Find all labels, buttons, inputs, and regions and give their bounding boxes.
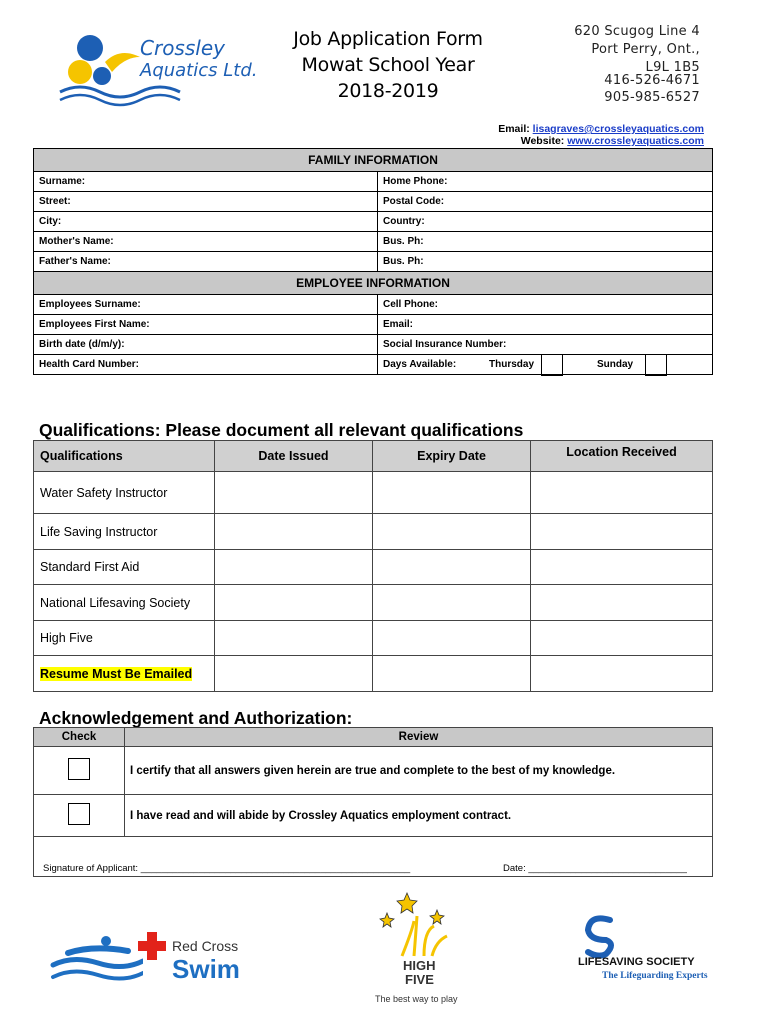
table-row xyxy=(34,585,713,621)
table-row xyxy=(34,172,713,192)
check-cell xyxy=(34,795,125,837)
qualification-cell xyxy=(34,656,215,692)
certify-checkbox[interactable] xyxy=(68,758,90,780)
red-cross-swim-logo xyxy=(48,928,258,988)
table-row xyxy=(34,232,713,252)
date-issued-cell[interactable] xyxy=(215,621,373,656)
date-issued-cell[interactable] xyxy=(215,472,373,514)
col-date-issued: Date Issued xyxy=(215,441,373,472)
mother-bus-phone-field[interactable]: Bus. Ph: xyxy=(378,232,713,252)
location-cell[interactable] xyxy=(531,656,713,692)
thursday-label: Thursday xyxy=(489,359,535,370)
swimmer-icon xyxy=(48,933,143,988)
table-row xyxy=(34,335,713,355)
lifesaving-society-name: LIFESAVING SOCIETY xyxy=(578,956,695,968)
family-info-header: FAMILY INFORMATION xyxy=(34,149,713,172)
high-five-tagline: The best way to play xyxy=(375,994,458,1004)
birth-date-field[interactable]: Birth date (d/m/y): xyxy=(34,335,378,355)
website-line xyxy=(521,135,704,147)
date-issued-cell[interactable] xyxy=(215,656,373,692)
form-title-line1: Job Application Form xyxy=(293,28,483,50)
expiry-date-cell[interactable] xyxy=(373,585,531,621)
table-row xyxy=(34,192,713,212)
table-header-row xyxy=(34,441,713,472)
lifesaving-society-icon xyxy=(582,914,618,962)
table-row xyxy=(34,315,713,335)
email-link[interactable]: lisagraves@crossleyaquatics.com xyxy=(532,123,704,135)
form-title-line3: 2018-2019 xyxy=(337,80,439,102)
table-row xyxy=(34,837,713,877)
fathers-name-field[interactable]: Father's Name: xyxy=(34,252,378,272)
crossley-logo xyxy=(50,22,258,112)
country-field[interactable]: Country: xyxy=(378,212,713,232)
acknowledgement-table xyxy=(33,727,713,877)
high-five-stars-icon xyxy=(377,888,457,958)
logo-text-line1: Crossley xyxy=(140,36,225,60)
red-cross-text: Red Cross xyxy=(172,938,239,954)
employee-info-header: EMPLOYEE INFORMATION xyxy=(34,272,713,295)
qualification-name: High Five xyxy=(34,621,215,656)
days-available-cell xyxy=(378,355,713,375)
expiry-date-cell[interactable] xyxy=(373,472,531,514)
table-row xyxy=(34,252,713,272)
home-phone-field[interactable]: Home Phone: xyxy=(378,172,713,192)
qualification-name: Standard First Aid xyxy=(34,550,215,585)
father-bus-phone-field[interactable]: Bus. Ph: xyxy=(378,252,713,272)
address-line1: 620 Scugog Line 4 xyxy=(574,24,700,39)
location-cell[interactable] xyxy=(531,550,713,585)
employees-surname-field[interactable]: Employees Surname: xyxy=(34,295,378,315)
email-label: Email: xyxy=(498,123,530,135)
lifesaving-society-logo xyxy=(572,914,722,989)
contract-checkbox[interactable] xyxy=(68,803,90,825)
logo-text-line2: Aquatics Ltd. xyxy=(140,60,258,81)
phone-line2: 905-985-6527 xyxy=(604,90,700,105)
table-row xyxy=(34,472,713,514)
location-cell[interactable] xyxy=(531,514,713,550)
expiry-date-cell[interactable] xyxy=(373,514,531,550)
qualifications-heading: Qualifications: Please document all relevant qualifications xyxy=(39,420,524,440)
table-row xyxy=(34,621,713,656)
website-link[interactable]: www.crossleyaquatics.com xyxy=(567,135,704,147)
postal-code-field[interactable]: Postal Code: xyxy=(378,192,713,212)
email-line xyxy=(498,123,704,135)
sin-field[interactable]: Social Insurance Number: xyxy=(378,335,713,355)
check-cell xyxy=(34,747,125,795)
street-field[interactable]: Street: xyxy=(34,192,378,212)
employees-first-name-field[interactable]: Employees First Name: xyxy=(34,315,378,335)
surname-field[interactable]: Surname: xyxy=(34,172,378,192)
lifesaving-tagline: The Lifeguarding Experts xyxy=(602,971,708,981)
employee-email-field[interactable]: Email: xyxy=(378,315,713,335)
qualification-name: Water Safety Instructor xyxy=(34,472,215,514)
high-text: HIGH xyxy=(403,958,436,973)
sunday-label: Sunday xyxy=(597,359,634,370)
contract-statement: I have read and will abide by Crossley Aquatics employment contract. xyxy=(125,795,713,837)
table-row xyxy=(34,795,713,837)
address-line2: Port Perry, Ont., xyxy=(591,42,700,57)
date-issued-cell[interactable] xyxy=(215,514,373,550)
expiry-date-cell[interactable] xyxy=(373,621,531,656)
expiry-date-cell[interactable] xyxy=(373,550,531,585)
table-row xyxy=(34,514,713,550)
table-header-row xyxy=(34,728,713,747)
location-cell[interactable] xyxy=(531,621,713,656)
health-card-field[interactable]: Health Card Number: xyxy=(34,355,378,375)
table-row xyxy=(34,550,713,585)
date-issued-cell[interactable] xyxy=(215,585,373,621)
col-expiry-date: Expiry Date xyxy=(373,441,531,472)
qualifications-table xyxy=(33,440,713,692)
table-row xyxy=(34,295,713,315)
resume-notice: Resume Must Be Emailed xyxy=(40,666,193,681)
thursday-checkbox[interactable] xyxy=(541,354,563,376)
five-text: FIVE xyxy=(405,972,434,987)
signature-line[interactable]: Signature of Applicant: ___________________________________________________ xyxy=(43,863,411,874)
sunday-checkbox[interactable] xyxy=(645,354,667,376)
col-check: Check xyxy=(34,728,125,747)
address-line3: L9L 1B5 xyxy=(645,60,700,75)
table-row xyxy=(34,747,713,795)
col-location-received: Location Received xyxy=(531,441,713,472)
col-qualifications: Qualifications xyxy=(34,441,215,472)
form-title-line2: Mowat School Year xyxy=(301,54,475,76)
qualification-name: National Lifesaving Society xyxy=(34,585,215,621)
high-five-logo xyxy=(365,888,475,1013)
mothers-name-field[interactable]: Mother's Name: xyxy=(34,232,378,252)
phone-line1: 416-526-4671 xyxy=(604,73,700,88)
certify-statement: I certify that all answers given herein are true and complete to the best of my knowledge. xyxy=(125,747,713,795)
days-available-label: Days Available: xyxy=(383,359,457,370)
expiry-date-cell[interactable] xyxy=(373,656,531,692)
qualification-name: Life Saving Instructor xyxy=(34,514,215,550)
cell-phone-field[interactable]: Cell Phone: xyxy=(378,295,713,315)
website-label: Website: xyxy=(520,135,565,147)
date-line[interactable]: Date: ______________________________ xyxy=(503,863,687,874)
acknowledgement-heading: Acknowledgement and Authorization: xyxy=(39,708,353,728)
date-issued-cell[interactable] xyxy=(215,550,373,585)
table-row xyxy=(34,656,713,692)
information-table xyxy=(33,148,713,375)
location-cell[interactable] xyxy=(531,472,713,514)
location-cell[interactable] xyxy=(531,585,713,621)
city-field[interactable]: City: xyxy=(34,212,378,232)
col-review: Review xyxy=(125,728,713,747)
signature-cell xyxy=(34,837,713,877)
red-cross-icon xyxy=(138,932,166,960)
swim-text: Swim xyxy=(172,954,240,984)
table-row xyxy=(34,355,713,375)
table-row xyxy=(34,212,713,232)
